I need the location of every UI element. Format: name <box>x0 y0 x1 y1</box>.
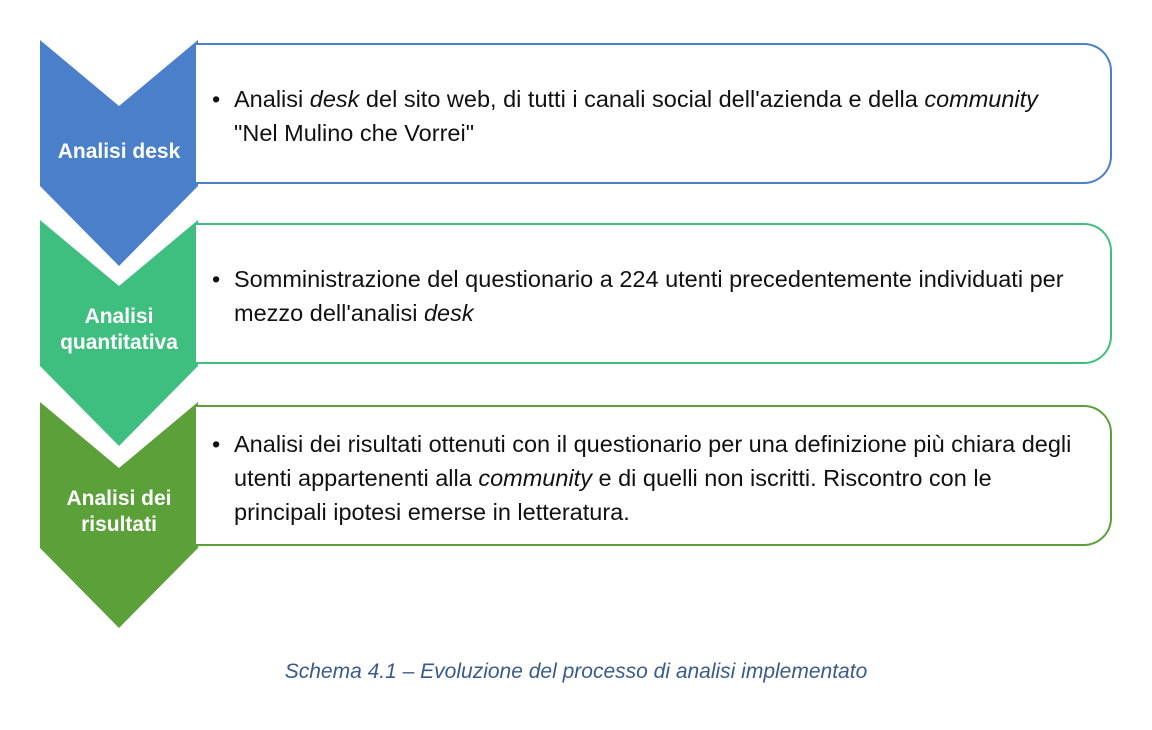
stage-2-label: Analisi quantitativa <box>60 305 178 354</box>
stage-3-chevron <box>40 402 198 628</box>
stage-1-label: Analisi desk <box>57 140 181 163</box>
bullet-icon: • <box>212 86 221 112</box>
stage-1-box <box>196 43 1112 184</box>
stage-3-label: Analisi dei risultati <box>66 487 172 536</box>
stage-2-text: • Somministrazione del questionario a 224 utenti precedentemente individuati per mezzo dell'analisi desk <box>212 262 1080 330</box>
stage-2-box <box>196 223 1112 364</box>
bullet-icon: • <box>212 266 221 292</box>
figure-caption: Schema 4.1 – Evoluzione del processo di analisi implementato <box>284 660 868 683</box>
bullet-icon: • <box>212 431 221 457</box>
stage-3-box <box>196 405 1112 546</box>
stage-3-text: • Analisi dei risultati ottenuti con il questionario per una definizione più chiara degli utenti appartenenti alla community e di quelli non iscritti. Riscontro con le principali ipotesi emerse in letteratura. <box>212 427 1080 529</box>
stage-1-text: • Analisi desk del sito web, di tutti i canali social dell'azienda e della community "Nel Mulino che Vorrei" <box>212 82 1080 150</box>
